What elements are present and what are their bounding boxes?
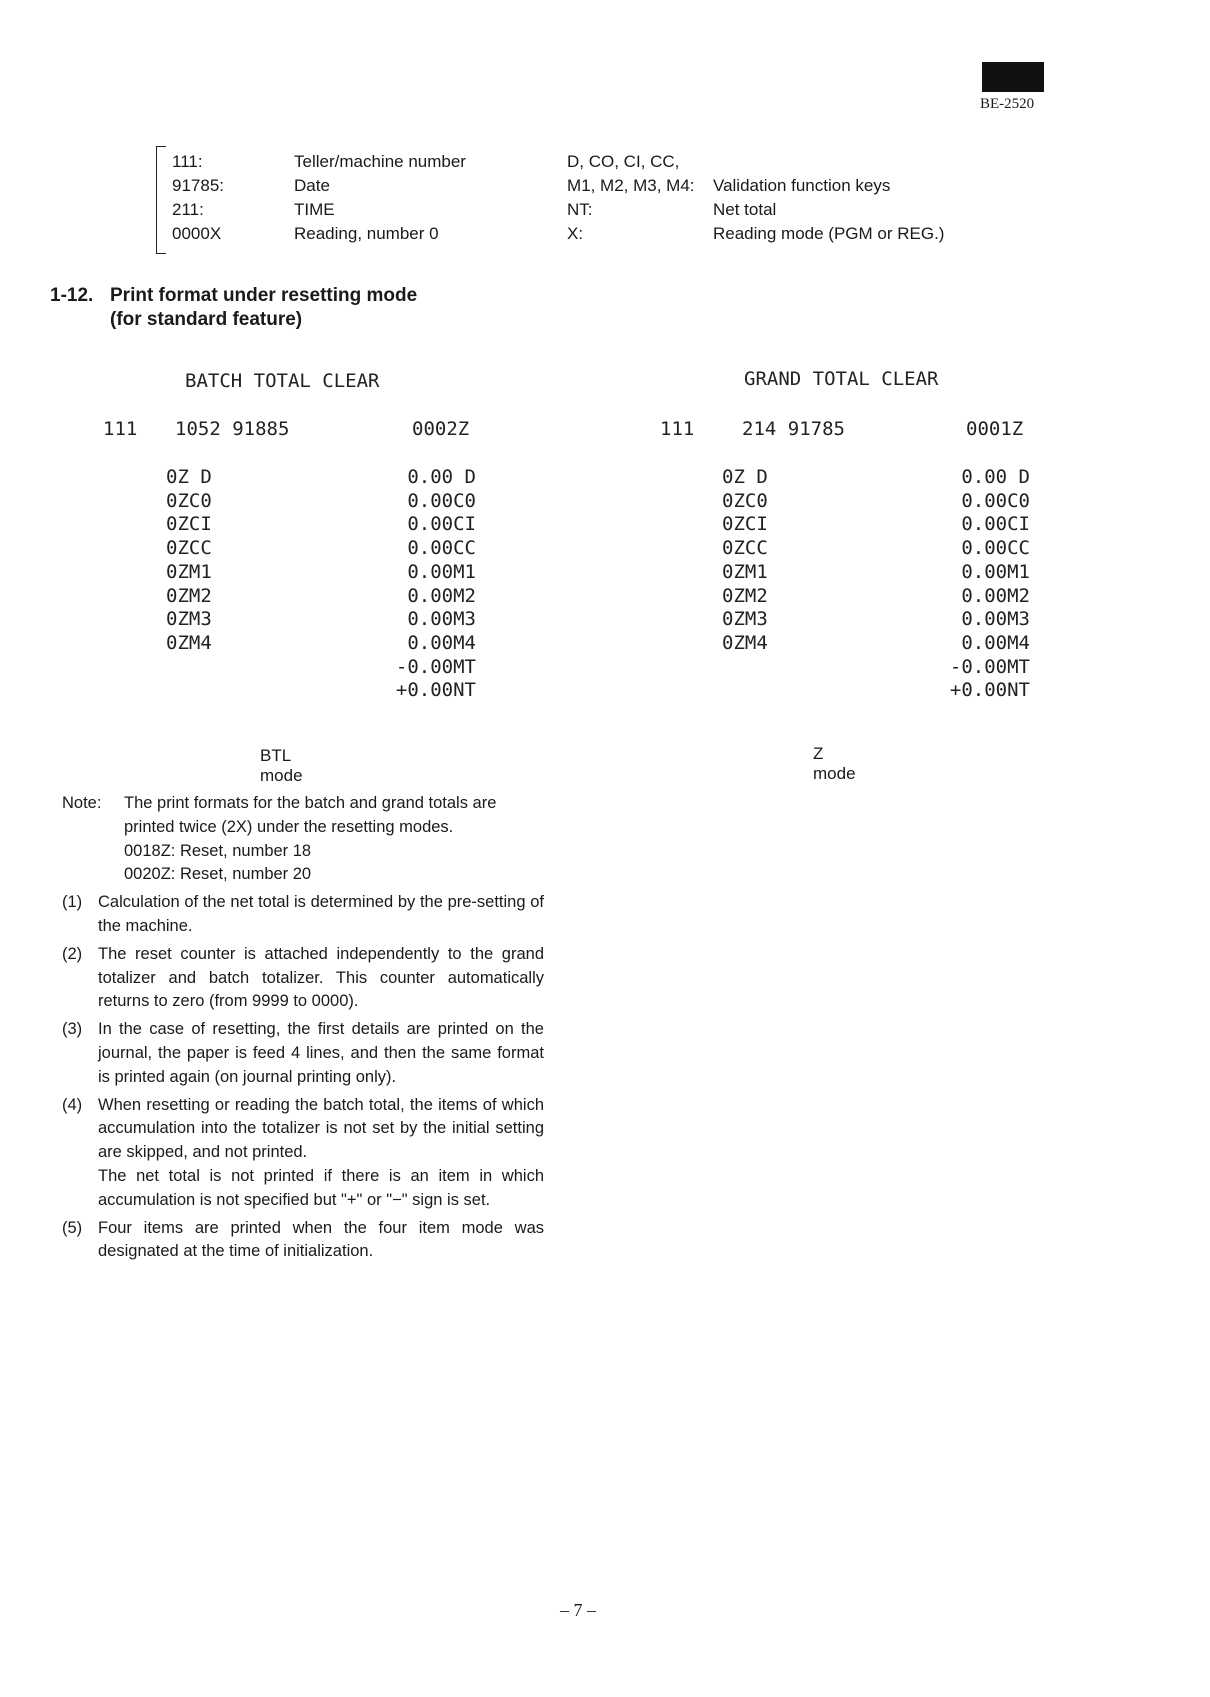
list-item: (2) The reset counter is attached independently to the grand totalizer and batch totalizer. This counter automatically returns to zero (from 9999 to 0000). — [62, 944, 544, 1011]
receipt-label: 0ZM4 — [166, 631, 212, 654]
note-lead — [62, 792, 544, 840]
receipt-counter: 0002Z — [412, 418, 470, 440]
receipt-label: 0ZM2 — [166, 584, 212, 607]
receipt-value: 0.00 D — [407, 466, 476, 488]
note-text: The print formats for the batch and grand totals are printed twice (2X) under the resetting modes. — [124, 794, 497, 836]
receipt-label: 0ZM2 — [722, 584, 768, 607]
receipt-value: 0.00M4 — [407, 631, 476, 654]
receipt-labels — [722, 466, 768, 656]
receipt-values — [380, 466, 476, 703]
receipt-label: 0ZC0 — [166, 489, 212, 512]
page-number: – 7 – — [560, 1600, 596, 1620]
receipt-value: 0.00M1 — [961, 560, 1030, 583]
notes-block — [62, 792, 544, 1264]
receipt-value: 0.00 D — [961, 466, 1030, 488]
receipt-title: GRAND TOTAL CLEAR — [744, 368, 939, 390]
receipt-value: 0.00M2 — [961, 584, 1030, 607]
legend-right — [567, 150, 945, 246]
receipt-value: +0.00NT — [395, 679, 476, 702]
receipt-value: 0.00M4 — [961, 631, 1030, 654]
receipt-caption: BTL mode — [260, 746, 303, 785]
list-item: (3) In the case of resetting, the first details are printed on the journal, the paper is feed 4 lines, and then the same format is printed again (on journal printing only). — [62, 1020, 544, 1086]
receipt-label: 0ZCI — [166, 513, 212, 536]
receipt-label: 0ZM3 — [722, 608, 768, 631]
section-heading: 1-12. Print format under resetting mode (for standard feature) — [50, 285, 418, 330]
receipt-label: 0ZM1 — [722, 560, 768, 583]
receipt-value: 0.00C0 — [961, 489, 1030, 512]
receipt-label: 0Z D — [166, 466, 212, 488]
receipt-caption: Z mode — [813, 744, 856, 783]
receipt-label: 0ZCI — [722, 513, 768, 536]
receipt-value: +0.00NT — [949, 679, 1030, 702]
receipt-value: 0.00CI — [407, 513, 476, 536]
receipt-value: 0.00M2 — [407, 584, 476, 607]
legend-bracket — [156, 146, 166, 254]
receipt-value: 0.00M1 — [407, 560, 476, 583]
legend-row: 111: Teller/machine number — [172, 152, 466, 171]
receipt-label: 0ZM3 — [166, 608, 212, 631]
receipt-label: 0ZC0 — [722, 489, 768, 512]
receipt-title: BATCH TOTAL CLEAR — [185, 370, 380, 392]
header-black-box — [982, 62, 1044, 92]
receipt-counter: 0001Z — [966, 418, 1024, 440]
receipt-value: 0.00CC — [961, 537, 1030, 560]
receipt-value: 0.00CC — [407, 537, 476, 560]
receipt-value: 0.00M3 — [961, 608, 1030, 631]
receipt-value: -0.00MT — [949, 655, 1030, 678]
receipt-labels — [166, 466, 212, 656]
receipt-info: 214 91785 — [742, 418, 845, 440]
receipt-value: -0.00MT — [395, 655, 476, 678]
note-label: Note: — [62, 794, 102, 812]
list-item: (1) Calculation of the net total is determined by the pre-setting of the machine. — [62, 893, 544, 935]
receipt-value: 0.00CI — [961, 513, 1030, 536]
receipt-label: 0ZCC — [166, 537, 212, 560]
receipt-label: 0Z D — [722, 466, 768, 488]
receipt-label: 0ZM4 — [722, 631, 768, 654]
legend-row: X: Reading mode (PGM or REG.) — [567, 224, 945, 243]
receipt-values — [934, 466, 1030, 703]
legend-row: NT: Net total — [567, 200, 777, 219]
legend-row: D, CO, CI, CC, — [567, 152, 680, 171]
receipt-teller: 111 — [103, 418, 138, 440]
legend-row: 0000X Reading, number 0 — [172, 224, 439, 243]
legend-left — [172, 150, 466, 246]
legend-row: 91785: Date — [172, 176, 330, 195]
receipt-label: 0ZM1 — [166, 560, 212, 583]
note-sub: 0020Z: Reset, number 20 — [124, 865, 312, 884]
list-item: (4) When resetting or reading the batch total, the items of which accumulation into the totalizer is not set by the initial setting are skipped, and not printed. The net total is not printed if there is an item in which accumulation is not specified but "+" or "−" sign is set. — [62, 1095, 544, 1209]
receipt-info: 1052 91885 — [175, 418, 290, 440]
document-code: BE-2520 — [980, 96, 1035, 112]
legend-row: 211: TIME — [172, 200, 335, 219]
list-item: (5) Four items are printed when the four item mode was designated at the time of initialization. — [62, 1218, 544, 1261]
receipt-teller: 111 — [660, 418, 695, 440]
note-sub: 0018Z: Reset, number 18 — [124, 841, 312, 860]
receipt-value: 0.00M3 — [407, 608, 476, 631]
receipt-label: 0ZCC — [722, 537, 768, 560]
receipt-value: 0.00C0 — [407, 489, 476, 512]
legend-row: M1, M2, M3, M4: Validation function keys — [567, 176, 891, 195]
